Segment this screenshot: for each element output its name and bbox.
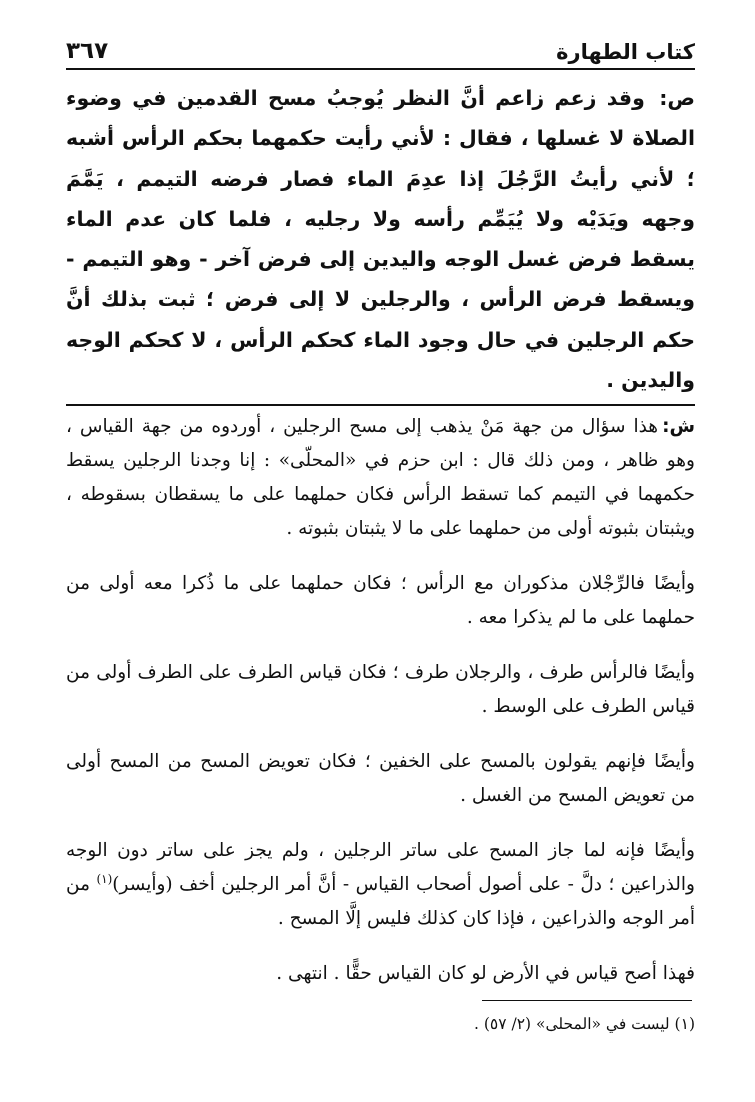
sharh-label: ش:: [662, 416, 695, 438]
matn-block: [66, 76, 695, 406]
page-number: ٣٦٧: [66, 38, 109, 64]
sharh-paragraph-6: فهذا أصح قياس في الأرض لو كان القياس حقًّا . انتهى .: [276, 963, 695, 985]
sharh-paragraph-4: وأيضًا فإنهم يقولون بالمسح على الخفين ؛ فكان تعويض المسح من المسح أولى من تعويض المسح من الغسل .: [66, 751, 695, 807]
footnote-reference[interactable]: (١): [96, 872, 113, 887]
sharh-text-5b: من أمر الوجه والذراعين ، فإذا كان كذلك فليس إلَّا المسح .: [66, 874, 695, 930]
sharh-paragraph-5: [66, 830, 695, 936]
sharh-paragraph-2: وأيضًا فالرِّجْلان مذكوران مع الرأس ؛ فكان حملهما على ما ذُكرا معه أولى من حملهما على ما لم يذكرا معه .: [66, 573, 695, 629]
footnote-divider: [482, 1000, 692, 1001]
page-header: [66, 26, 695, 70]
sharh-text-5a: وأيضًا فإنه لما جاز المسح على ساتر الرجلين ، ولم يجز على ساتر دون الوجه والذراعين ؛ دلَّ - على أصول أصحاب القياس - أنَّ أمر الرجلين أخف (وأيسر): [66, 840, 695, 896]
sharh-paragraph-3: وأيضًا فالرأس طرف ، والرجلان طرف ؛ فكان قياس الطرف على الطرف أولى من قياس الطرف على الوسط .: [66, 662, 695, 718]
matn-label: ص:: [659, 86, 695, 110]
matn-text: وقد زعم زاعم أنَّ النظر يُوجبُ مسح القدمين في وضوء الصلاة لا غسلها ، فقال : لأني رأيت حكمهما بحكم الرأس أشبه ؛ لأني رأيتُ الرَّجُلَ إذا عدِمَ الماء فصار فرضه التيمم ، يَمَّمَ وجهه ويَدَيْه ولا يُيَمِّم رأسه ولا رجليه ، فلما كان عدم الماء يسقط فرض غسل الوجه واليدين إلى فرض آخر - وهو التيمم - ويسقط فرض الرأس ، والرجلين لا إلى فرض ؛ ثبت بذلك أنَّ حكم الرجلين في حال وجود الماء كحكم الرأس ، لا كحكم الوجه واليدين .: [66, 86, 695, 393]
chapter-title: كتاب الطهارة: [556, 40, 695, 64]
sharh-paragraph-1: [66, 406, 695, 546]
footnote: (١) ليست في «المحلى» (٢/ ٥٧) .: [473, 1015, 695, 1033]
matn-paragraph: [66, 76, 695, 404]
sharh-text-1: هذا سؤال من جهة مَنْ يذهب إلى مسح الرجلين ، أوردوه من جهة القياس ، وهو ظاهر ، ومن ذلك قال : ابن حزم في «المحلّى» : إنا وجدنا الرجلين يسقط حكمهما في التيمم كما تسقط الرأس فكان حملهما على ما يسقطان بسقوطه ، ويثبتان بثبوته أولى من حملهما على ما لا يثبتان بثبوته .: [66, 416, 695, 540]
